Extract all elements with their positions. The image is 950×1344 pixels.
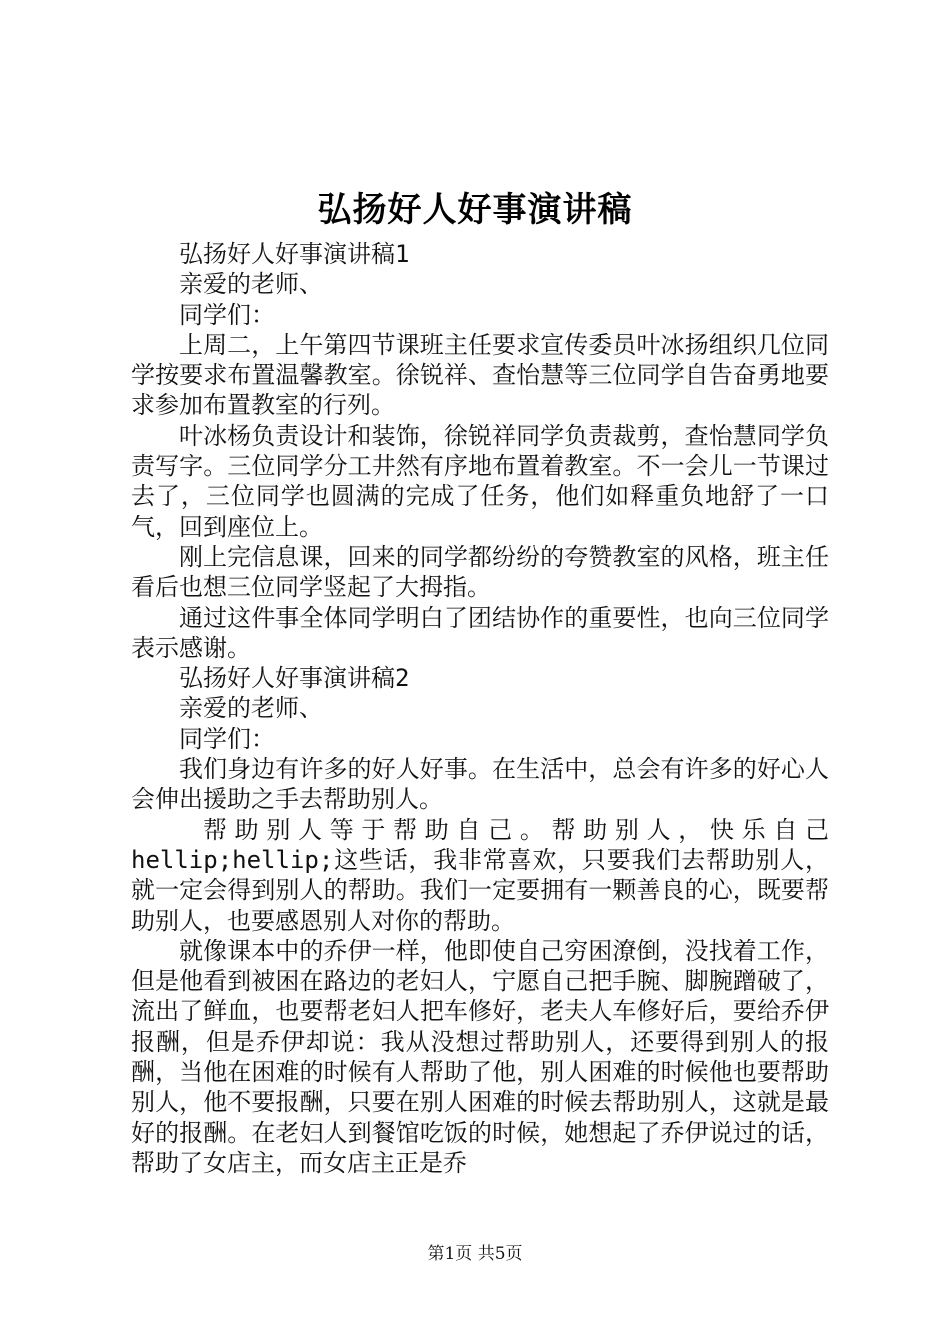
document-body	[131, 239, 829, 1178]
salutation-line: 亲爱的老师、	[179, 694, 323, 723]
section-heading-2: 弘扬好人好事演讲稿2	[179, 664, 410, 693]
paragraph: 叶冰杨负责设计和装饰，徐锐祥同学负责裁剪，查怡慧同学负责写字。三位同学分工井然有序地布置着教室。不一会儿一节课过去了，三位同学也圆满的完成了任务，他们如释重负地舒了一口气，回到座位上。	[131, 421, 829, 541]
document-title: 弘扬好人好事演讲稿	[317, 190, 633, 230]
paragraph: 上周二，上午第四节课班主任要求宣传委员叶冰扬组织几位同学按要求布置温馨教室。徐锐祥、查怡慧等三位同学自告奋勇地要求参加布置教室的行列。	[131, 330, 829, 420]
paragraph: 帮助别人等于帮助自己。帮助别人，快乐自己hellip;hellip;这些话，我非常喜欢，只要我们去帮助别人，就一定会得到别人的帮助。我们一定要拥有一颗善良的心，既要帮助别人，也要感恩别人对你的帮助。	[131, 815, 829, 935]
salutation-line: 亲爱的老师、	[179, 270, 323, 299]
paragraph: 就像课本中的乔伊一样，他即使自己穷困潦倒，没找着工作，但是他看到被困在路边的老妇人，宁愿自己把手腕、脚腕蹭破了，流出了鲜血，也要帮老妇人把车修好，老夫人车修好后，要给乔伊报酬，但是乔伊却说：我从没想过帮助别人，还要得到别人的报酬，当他在困难的时候有人帮助了他，别人困难的时候他也要帮助别人，他不要报酬，只要在别人困难的时候去帮助别人，这就是最好的报酬。在老妇人到餐馆吃饭的时候，她想起了乔伊说过的话，帮助了女店主，而女店主正是乔	[131, 936, 829, 1177]
salutation-line: 同学们：	[179, 300, 275, 329]
salutation-line: 同学们：	[179, 724, 275, 753]
paragraph: 我们身边有许多的好人好事。在生活中，总会有许多的好心人会伸出援助之手去帮助别人。	[131, 755, 829, 814]
paragraph: 刚上完信息课，回来的同学都纷纷的夸赞教室的风格，班主任看后也想三位同学竖起了大拇指。	[131, 542, 829, 602]
paragraph: 通过这件事全体同学明白了团结协作的重要性，也向三位同学表示感谢。	[131, 603, 829, 662]
page-number-footer: 第1页 共5页	[427, 1244, 523, 1264]
section-heading-1: 弘扬好人好事演讲稿1	[179, 240, 410, 268]
